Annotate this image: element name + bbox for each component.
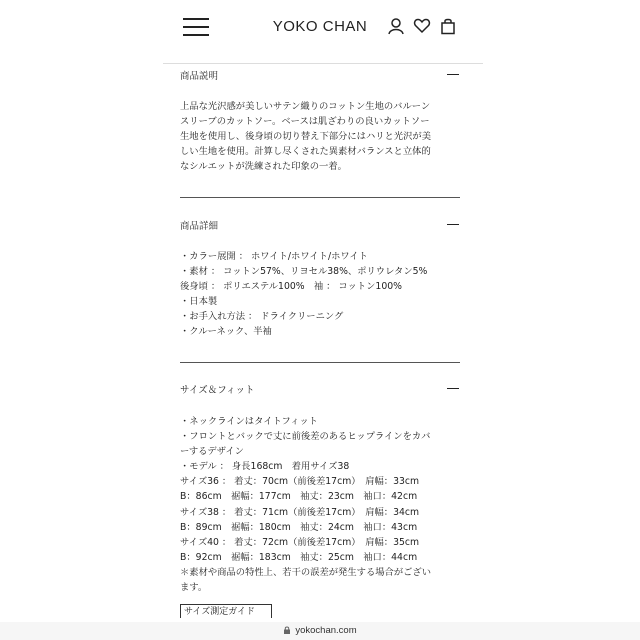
size-guide-button[interactable]: サイズ測定ガイド bbox=[180, 604, 272, 618]
section-divider bbox=[180, 197, 460, 198]
url-text: yokochan.com bbox=[295, 625, 357, 636]
header-divider bbox=[163, 63, 483, 64]
heart-icon[interactable] bbox=[413, 17, 431, 35]
collapse-minus-icon[interactable] bbox=[447, 224, 459, 225]
browser-url-bar[interactable] bbox=[0, 622, 640, 640]
shopping-bag-icon[interactable] bbox=[439, 17, 457, 35]
collapse-minus-icon[interactable] bbox=[447, 74, 459, 75]
size-fit-text: ・ネックラインはタイトフィット ・フロントとバックで丈に前後差のあるヒップラインをカバ ーするデザイン ・モデル ： 身長168cm 着用サイズ38 サイズ36 ： 着丈：70cm（前後差17cm） 肩幅：33cm B：86cm 裾幅：177cm 袖丈：23cm 袖口：42cm サイズ38 ： 着丈：71cm（前後差17cm） 肩幅：34cm B：89cm 裾幅：180cm 袖丈：24cm 袖口：43cm サイズ40 ： 着丈：72cm（前後差17cm） 肩幅：35cm B：92cm 裾幅：183cm 袖丈：25cm 袖口：44cm ＊素材や商品の特性上、若干の誤差が発生する場合がござい ます。 bbox=[180, 416, 432, 594]
section-title-details[interactable]: 商品詳細 bbox=[180, 221, 219, 232]
collapse-minus-icon[interactable] bbox=[447, 388, 459, 389]
section-divider bbox=[180, 362, 460, 363]
brand-logo[interactable]: YOKO CHAN bbox=[272, 18, 368, 35]
site-header bbox=[0, 0, 640, 62]
section-title-description[interactable]: 商品説明 bbox=[180, 71, 219, 82]
lock-icon bbox=[283, 626, 291, 634]
description-text: 上品な光沢感が美しいサテン織りのコットン生地のバルーン スリーブのカットソー。ベースは肌ざわりの良いカットソー 生地を使用し、後身頃の切り替え下部分にはハリと光沢が美 しい生地を使用。計算し尽くされた異素材バランスと立体的 なシルエットが洗練された印象の一着。 bbox=[180, 101, 432, 173]
section-title-size-fit[interactable]: サイズ＆フィット bbox=[180, 385, 255, 396]
details-text: ・カラー展開 ： ホワイト/ホワイト/ホワイト ・素材 ： コットン57%、リヨセル38%、ポリウレタン5% 後身頃 ： ポリエステル100% 袖 ： コットン100% ・日本製 ・お手入れ方法 ： ドライクリーニング ・クルーネック、半袖 bbox=[180, 251, 428, 338]
hamburger-menu-icon[interactable] bbox=[183, 18, 209, 36]
user-icon[interactable] bbox=[387, 17, 405, 35]
